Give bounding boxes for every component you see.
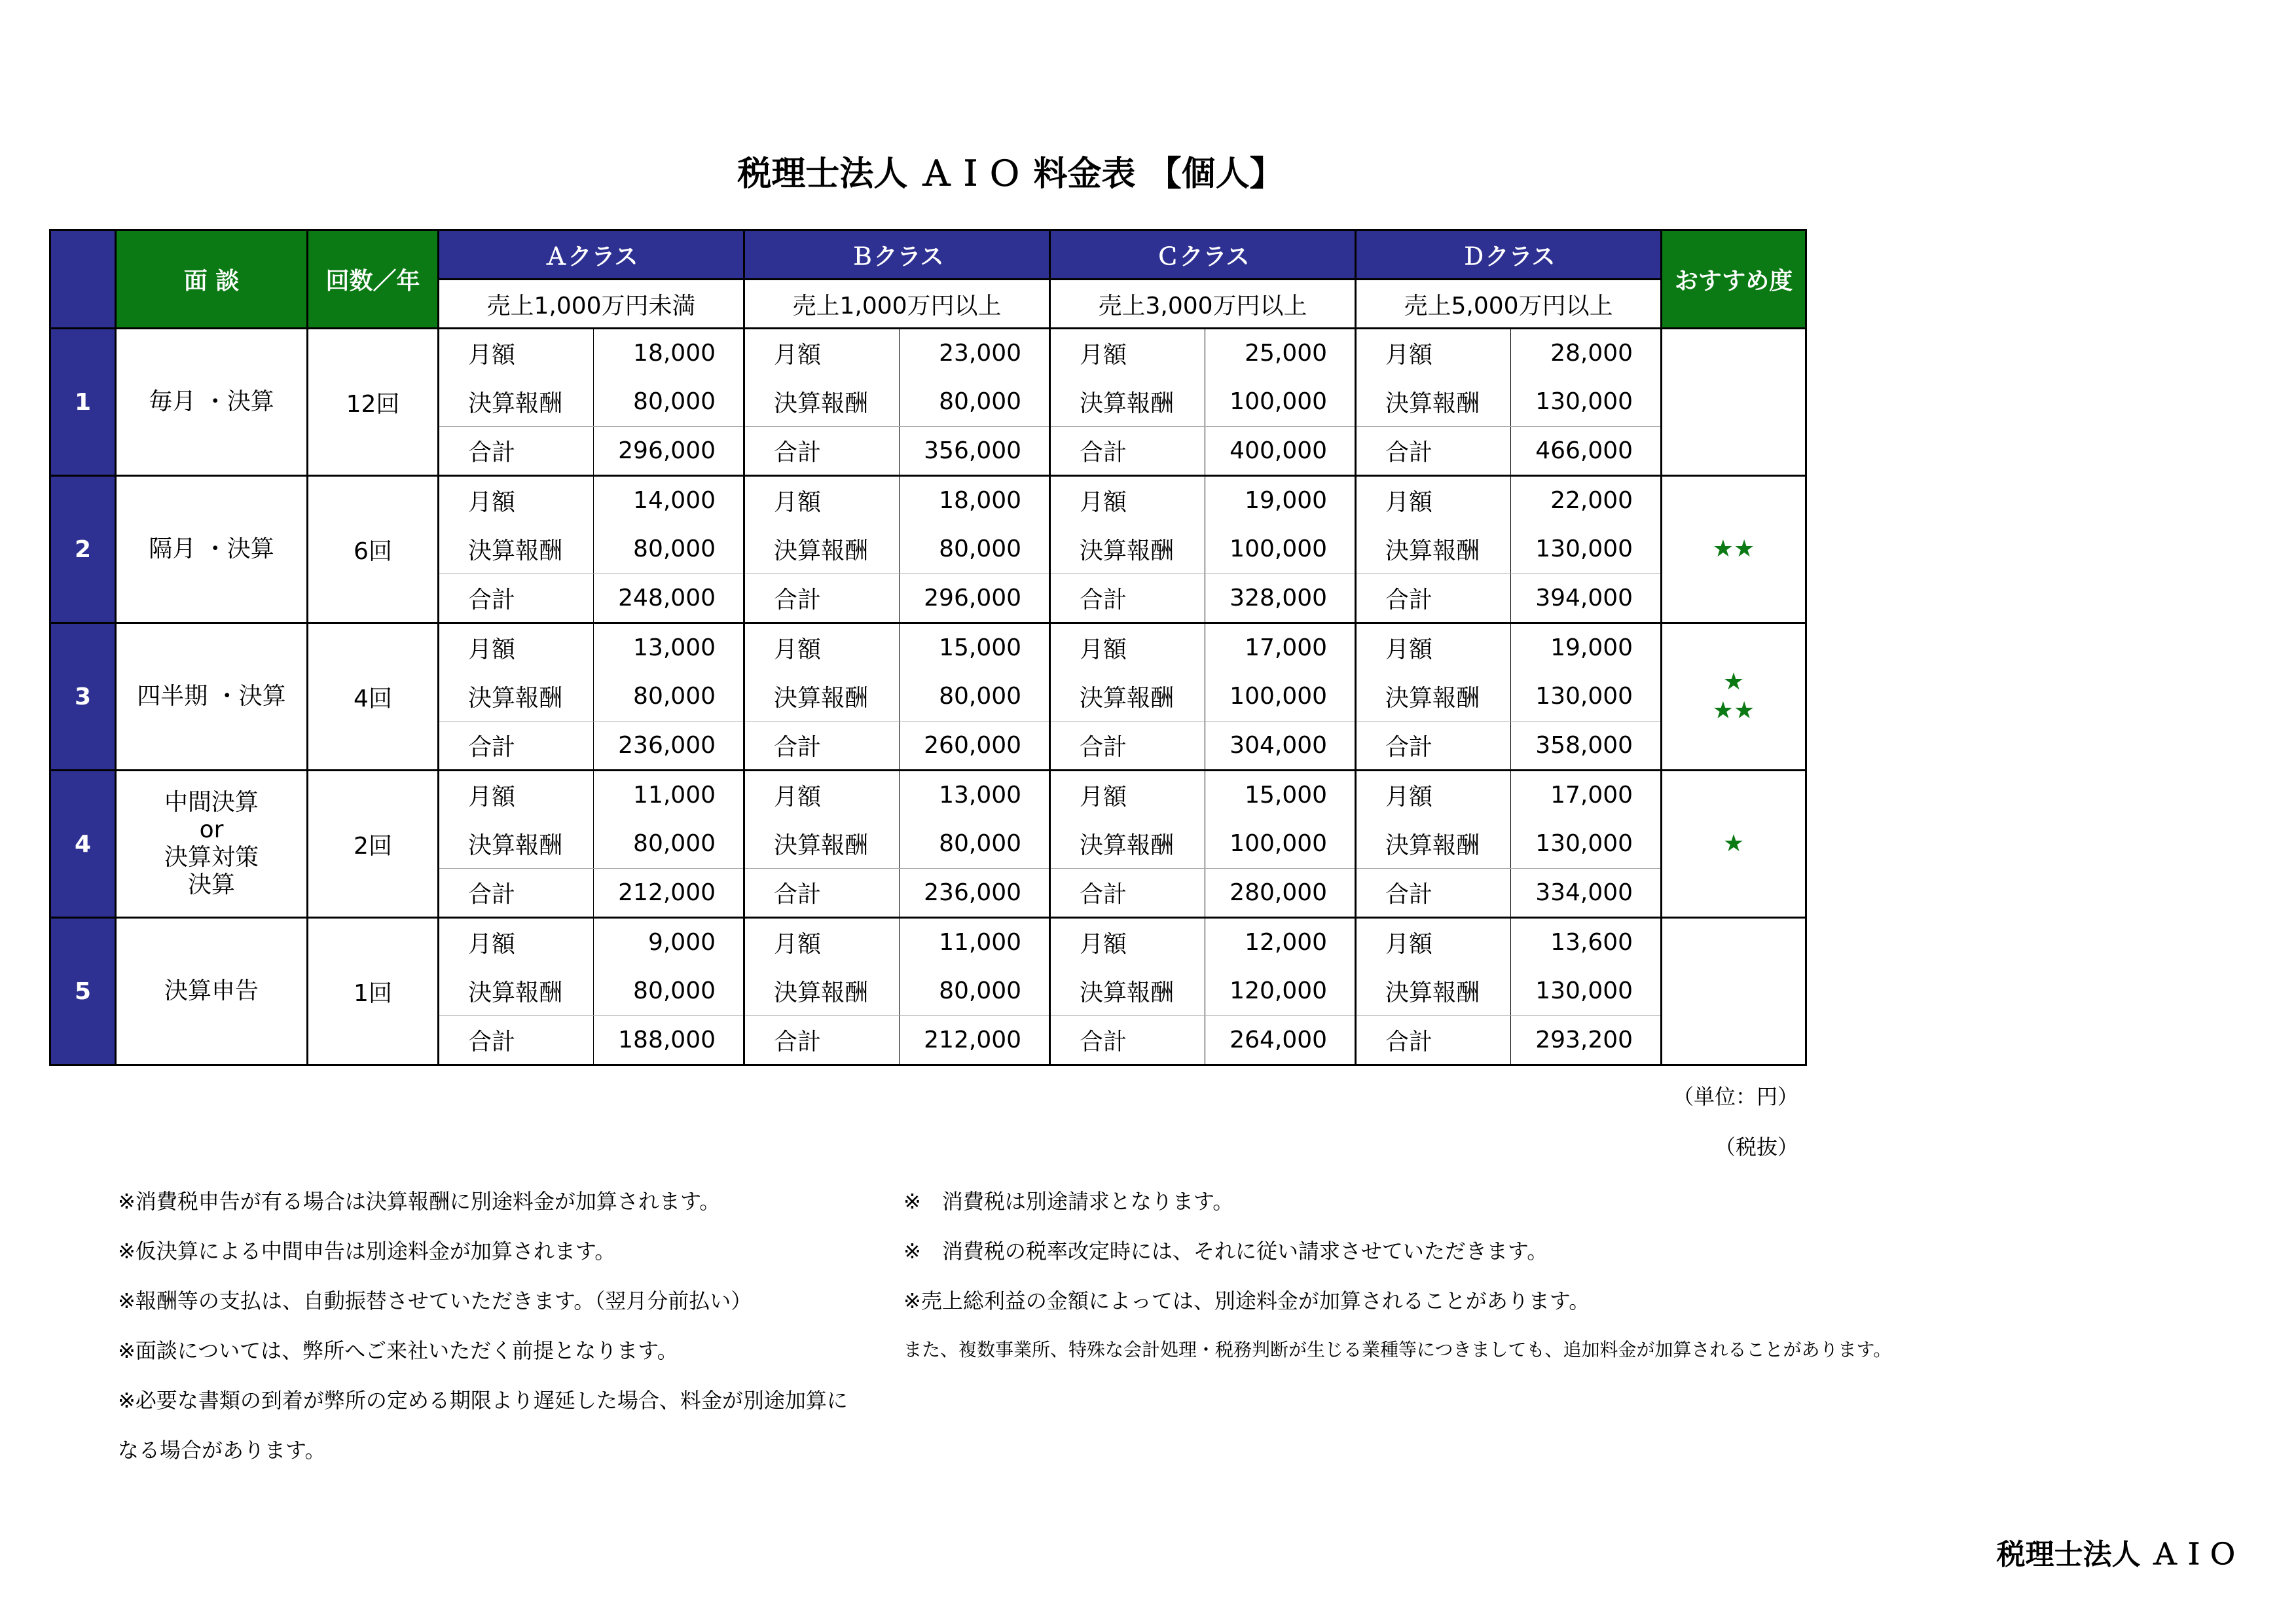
fee-value-settlement: 100,000 [1205,672,1356,721]
fee-label-monthly: 月額 [1050,623,1205,672]
fee-value-monthly: 14,000 [594,476,744,525]
fee-value-settlement: 100,000 [1205,820,1356,869]
fee-label-settlement: 決算報酬 [1050,672,1205,721]
plan-name [116,771,308,918]
fee-label-settlement: 決算報酬 [744,525,900,574]
plan-name-line: or [199,816,224,843]
fee-label-settlement: 決算報酬 [1356,525,1511,574]
meeting-count: 1回 [308,918,439,1065]
header-class-b: Ｂクラス [744,230,1050,280]
header-count: 回数／年 [308,230,439,329]
plan-name-line: 中間決算 [164,789,259,816]
meeting-count: 12回 [308,329,439,476]
plan-name [116,623,308,771]
fee-value-settlement: 80,000 [594,378,744,427]
fee-label-settlement: 決算報酬 [1356,967,1511,1016]
note-right-4: また、複数事業所、特殊な会計処理・税務判断が生じる業種等につきましても、追加料金が加算されることがあります。 [903,1339,1892,1360]
header-row-1 [50,230,1806,280]
note-left-3: ※報酬等の支払は、自動振替させていただきます。（翌月分前払い） [118,1288,752,1313]
fee-value-total: 236,000 [900,869,1050,918]
fee-label-settlement: 決算報酬 [1356,820,1511,869]
fee-value-settlement: 100,000 [1205,525,1356,574]
fee-value-settlement: 130,000 [1511,967,1662,1016]
fee-table [49,229,1807,1066]
fee-label-total: 合計 [744,869,900,918]
row-number: 5 [50,918,116,1065]
note-right-3: ※売上総利益の金額によっては、別途料金が加算されることがあります。 [903,1288,1590,1313]
fee-value-monthly: 18,000 [594,329,744,378]
fee-label-settlement: 決算報酬 [744,378,900,427]
plan-name-line: 決算 [187,871,235,898]
fee-value-monthly: 17,000 [1205,623,1356,672]
meeting-count: 6回 [308,476,439,623]
fee-label-monthly: 月額 [1050,771,1205,820]
fee-value-total: 293,200 [1511,1016,1662,1065]
plan-name [116,476,308,623]
fee-value-settlement: 120,000 [1205,967,1356,1016]
fee-value-settlement: 130,000 [1511,672,1662,721]
star-icon: ★★ [1712,536,1755,562]
fee-value-monthly: 18,000 [900,476,1050,525]
fee-label-monthly: 月額 [1356,476,1511,525]
fee-label-settlement: 決算報酬 [1356,672,1511,721]
fee-label-monthly: 月額 [744,918,900,967]
fee-label-total: 合計 [1050,1016,1205,1065]
fee-label-total: 合計 [1356,1016,1511,1065]
fee-label-settlement: 決算報酬 [744,672,900,721]
fee-label-settlement: 決算報酬 [1050,820,1205,869]
fee-value-settlement: 80,000 [900,378,1050,427]
fee-label-total: 合計 [1050,574,1205,623]
fee-value-total: 466,000 [1511,427,1662,476]
star-icon: ★ [1722,668,1745,695]
fee-label-total: 合計 [1356,721,1511,771]
fee-value-monthly: 19,000 [1205,476,1356,525]
header-sales-c: 売上3,000万円以上 [1050,280,1356,329]
plan-name [116,329,308,476]
table-row [50,476,1806,525]
fee-label-total: 合計 [1050,869,1205,918]
fee-value-settlement: 130,000 [1511,820,1662,869]
header-corner [50,230,116,329]
table-row [50,623,1806,672]
fee-label-monthly: 月額 [1356,771,1511,820]
fee-label-settlement: 決算報酬 [744,967,900,1016]
fee-label-total: 合計 [1050,721,1205,771]
recommend-stars [1662,918,1806,1065]
fee-value-monthly: 9,000 [594,918,744,967]
fee-label-settlement: 決算報酬 [1050,967,1205,1016]
fee-value-monthly: 19,000 [1511,623,1662,672]
fee-label-total: 合計 [744,721,900,771]
fee-value-settlement: 80,000 [900,525,1050,574]
fee-value-total: 328,000 [1205,574,1356,623]
table-row [50,329,1806,378]
fee-label-total: 合計 [1356,869,1511,918]
fee-label-settlement: 決算報酬 [439,820,594,869]
fee-value-settlement: 130,000 [1511,378,1662,427]
row-number: 1 [50,329,116,476]
fee-label-monthly: 月額 [1356,329,1511,378]
plan-name-line: 決算申告 [164,977,259,1004]
fee-label-monthly: 月額 [744,623,900,672]
fee-label-total: 合計 [439,1016,594,1065]
fee-value-total: 304,000 [1205,721,1356,771]
recommend-stars [1662,476,1806,623]
fee-value-total: 248,000 [594,574,744,623]
fee-label-monthly: 月額 [439,476,594,525]
fee-label-total: 合計 [439,721,594,771]
fee-value-total: 358,000 [1511,721,1662,771]
fee-value-total: 212,000 [900,1016,1050,1065]
fee-label-total: 合計 [1050,427,1205,476]
fee-value-monthly: 13,000 [900,771,1050,820]
footer-firm-name: 税理士法人 ＡＩＯ [1996,1538,2237,1571]
fee-label-monthly: 月額 [744,329,900,378]
plan-name-line: 毎月 ・決算 [149,388,274,415]
plan-name-line: 隔月 ・決算 [149,536,274,562]
header-interview: 面 談 [116,230,308,329]
fee-value-monthly: 12,000 [1205,918,1356,967]
header-class-c: Ｃクラス [1050,230,1356,280]
fee-value-monthly: 25,000 [1205,329,1356,378]
meeting-count: 2回 [308,771,439,918]
fee-value-monthly: 11,000 [594,771,744,820]
fee-value-settlement: 130,000 [1511,525,1662,574]
fee-value-total: 280,000 [1205,869,1356,918]
note-right-2: ※ 消費税の税率改定時には、それに従い請求させていただきます。 [903,1239,1548,1264]
fee-label-settlement: 決算報酬 [439,967,594,1016]
fee-value-settlement: 80,000 [594,672,744,721]
fee-value-monthly: 23,000 [900,329,1050,378]
row-number: 4 [50,771,116,918]
fee-label-total: 合計 [439,427,594,476]
fee-value-total: 400,000 [1205,427,1356,476]
fee-label-total: 合計 [439,574,594,623]
fee-value-monthly: 28,000 [1511,329,1662,378]
unit-note: （単位：円） [1672,1084,1798,1109]
star-icon: ★★ [1712,697,1755,724]
fee-label-settlement: 決算報酬 [1050,525,1205,574]
fee-label-monthly: 月額 [744,771,900,820]
header-class-a: Ａクラス [439,230,744,280]
fee-value-settlement: 100,000 [1205,378,1356,427]
fee-value-total: 264,000 [1205,1016,1356,1065]
fee-value-monthly: 11,000 [900,918,1050,967]
fee-label-total: 合計 [1356,427,1511,476]
header-sales-d: 売上5,000万円以上 [1356,280,1662,329]
fee-label-settlement: 決算報酬 [1050,378,1205,427]
recommend-stars [1662,771,1806,918]
plan-name [116,918,308,1065]
fee-value-settlement: 80,000 [594,967,744,1016]
fee-value-monthly: 15,000 [1205,771,1356,820]
fee-value-monthly: 13,000 [594,623,744,672]
fee-value-total: 334,000 [1511,869,1662,918]
fee-value-total: 212,000 [594,869,744,918]
fee-label-monthly: 月額 [1050,918,1205,967]
fee-value-total: 394,000 [1511,574,1662,623]
page-title: 税理士法人 ＡＩＯ 料金表 【個人】 [737,155,1284,194]
fee-label-monthly: 月額 [1050,476,1205,525]
header-sales-b: 売上1,000万円以上 [744,280,1050,329]
table-row [50,771,1806,820]
fee-label-monthly: 月額 [1356,623,1511,672]
fee-value-settlement: 80,000 [900,967,1050,1016]
fee-value-settlement: 80,000 [594,525,744,574]
fee-value-total: 296,000 [900,574,1050,623]
tax-note: （税抜） [1714,1135,1798,1159]
fee-value-total: 356,000 [900,427,1050,476]
fee-label-monthly: 月額 [1356,918,1511,967]
fee-label-settlement: 決算報酬 [439,672,594,721]
fee-label-monthly: 月額 [1050,329,1205,378]
recommend-stars [1662,329,1806,476]
note-left-6: なる場合があります。 [118,1438,326,1463]
fee-value-settlement: 80,000 [594,820,744,869]
fee-label-settlement: 決算報酬 [744,820,900,869]
fee-value-monthly: 22,000 [1511,476,1662,525]
fee-value-total: 236,000 [594,721,744,771]
fee-value-total: 260,000 [900,721,1050,771]
fee-value-total: 188,000 [594,1016,744,1065]
fee-label-total: 合計 [744,574,900,623]
header-sales-a: 売上1,000万円未満 [439,280,744,329]
fee-label-settlement: 決算報酬 [439,378,594,427]
fee-label-settlement: 決算報酬 [439,525,594,574]
fee-value-settlement: 80,000 [900,820,1050,869]
fee-value-total: 296,000 [594,427,744,476]
header-class-d: Ｄクラス [1356,230,1662,280]
fee-value-monthly: 13,600 [1511,918,1662,967]
table-row [50,918,1806,967]
star-icon: ★ [1722,830,1745,857]
fee-label-monthly: 月額 [439,918,594,967]
fee-label-monthly: 月額 [439,329,594,378]
note-left-5: ※必要な書類の到着が弊所の定める期限より遅延した場合、料金が別途加算に [118,1388,848,1413]
plan-name-line: 決算対策 [164,844,259,871]
fee-label-total: 合計 [439,869,594,918]
recommend-stars [1662,623,1806,771]
fee-label-monthly: 月額 [439,771,594,820]
note-right-1: ※ 消費税は別途請求となります。 [903,1189,1234,1214]
fee-label-settlement: 決算報酬 [1356,378,1511,427]
fee-label-monthly: 月額 [744,476,900,525]
plan-name-line: 四半期 ・決算 [137,683,286,710]
header-recommend: おすすめ度 [1662,230,1806,329]
meeting-count: 4回 [308,623,439,771]
fee-value-monthly: 17,000 [1511,771,1662,820]
note-left-4: ※面談については、弊所へご来社いただく前提となります。 [118,1338,678,1363]
row-number: 2 [50,476,116,623]
fee-value-settlement: 80,000 [900,672,1050,721]
row-number: 3 [50,623,116,771]
fee-label-total: 合計 [744,1016,900,1065]
note-left-2: ※仮決算による中間申告は別途料金が加算されます。 [118,1239,616,1264]
fee-label-total: 合計 [1356,574,1511,623]
fee-label-total: 合計 [744,427,900,476]
fee-label-monthly: 月額 [439,623,594,672]
fee-value-monthly: 15,000 [900,623,1050,672]
note-left-1: ※消費税申告が有る場合は決算報酬に別途料金が加算されます。 [118,1189,721,1214]
